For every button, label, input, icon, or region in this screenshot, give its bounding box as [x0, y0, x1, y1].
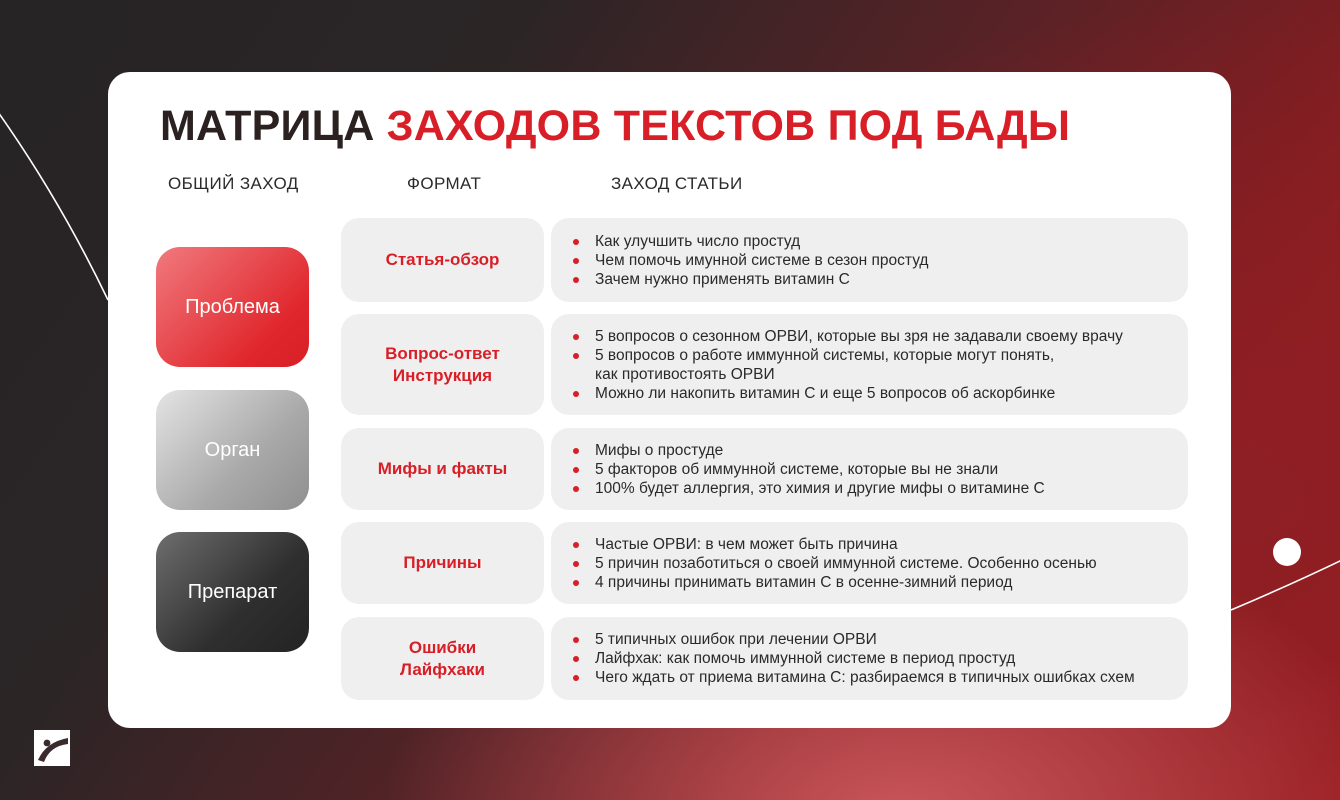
list-item: Мифы о простуде	[595, 441, 1178, 460]
list-item: 5 причин позаботиться о своей иммунной системе. Особенно осенью	[595, 554, 1178, 573]
list-item: 5 вопросов о работе иммунной системы, которые могут понять, как противостоять ОРВИ	[595, 346, 1178, 384]
list-item: Можно ли накопить витамин С и еще 5 вопросов об аскорбинке	[595, 384, 1178, 403]
format-label: Ошибки	[408, 637, 477, 657]
article-cell	[551, 522, 1188, 604]
format-cell	[341, 428, 544, 510]
article-cell	[551, 218, 1188, 302]
approach-problem: Проблема	[156, 247, 309, 367]
list-item: Зачем нужно применять витамин С	[595, 270, 1178, 289]
article-cell	[551, 617, 1188, 700]
brand-logo	[34, 730, 70, 766]
format-label: Лайфхаки	[400, 659, 485, 679]
column-header-general: ОБЩИЙ ЗАХОД	[168, 174, 299, 193]
background-curve-right	[1231, 560, 1340, 610]
format-cell	[341, 218, 544, 302]
list-item: Лайфхак: как помочь иммунной системе в период простуд	[595, 649, 1178, 668]
table-row	[341, 617, 1188, 700]
list-item: 100% будет аллергия, это химия и другие мифы о витамине С	[595, 479, 1178, 498]
table-row	[341, 218, 1188, 302]
list-item: 5 типичных ошибок при лечении ОРВИ	[595, 630, 1178, 649]
format-label: Причины	[403, 553, 482, 572]
format-label: Вопрос-ответ	[385, 343, 500, 363]
background-curve-left	[0, 112, 108, 300]
format-cell	[341, 617, 544, 700]
format-label: Статья-обзор	[385, 250, 500, 269]
list-item: Как улучшить число простуд	[595, 232, 1178, 251]
list-item: 4 причины принимать витамин С в осенне-зимний период	[595, 573, 1178, 592]
title-dark-part: МАТРИЦА	[160, 102, 375, 150]
table-row	[341, 314, 1188, 415]
approach-drug: Препарат	[156, 532, 309, 652]
list-item: 5 вопросов о сезонном ОРВИ, которые вы зря не задавали своему врачу	[595, 327, 1178, 346]
matrix-card	[108, 72, 1231, 728]
format-label: Инструкция	[392, 365, 493, 385]
table-row	[341, 522, 1188, 604]
format-cell	[341, 522, 544, 604]
list-item: 5 факторов об иммунной системе, которые вы не знали	[595, 460, 1178, 479]
article-cell	[551, 428, 1188, 510]
approach-organ: Орган	[156, 390, 309, 510]
format-cell	[341, 314, 544, 415]
format-label: Мифы и факты	[377, 459, 508, 478]
page-title	[160, 102, 1070, 151]
table-row	[341, 428, 1188, 510]
column-header-article: ЗАХОД СТАТЬИ	[611, 174, 743, 193]
list-item: Частые ОРВИ: в чем может быть причина	[595, 535, 1178, 554]
column-header-format: ФОРМАТ	[407, 174, 482, 193]
list-item: Чего ждать от приема витамина С: разбираемся в типичных ошибках схем	[595, 668, 1178, 687]
title-accent-part: ЗАХОДОВ ТЕКСТОВ ПОД БАДЫ	[386, 102, 1071, 150]
background-dot	[1273, 538, 1301, 566]
article-cell	[551, 314, 1188, 415]
list-item: Чем помочь имунной системе в сезон простуд	[595, 251, 1178, 270]
